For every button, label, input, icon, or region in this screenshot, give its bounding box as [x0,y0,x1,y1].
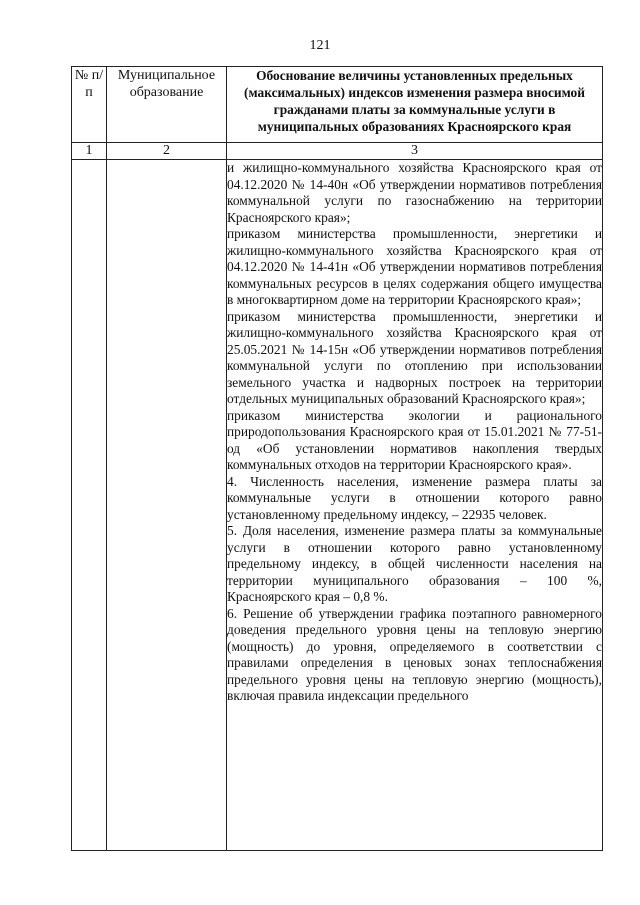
paragraph: 4. Численность населения, изменение размера платы за коммунальные услуги в отношении которого равно установленному предельному индексу, – 22935 человек. [227,473,602,522]
paragraph: приказом министерства промышленности, энергетики и жилищно-коммунального хозяйства Красноярского края от 25.05.2021 № 14-15н «Об утверждении нормативов потребления коммунальной услуги по отоплению при использовании земельного участка и надворных построек на территории отдельных муниципальных образований Красноярского края»; [227,308,602,406]
paragraph: и жилищно-коммунального хозяйства Красноярского края от 04.12.2020 № 14-40н «Об утверждении нормативов потребления коммунальной услуги по газоснабжению на территории Красноярского края»; [227,160,602,225]
header-justification: Обоснование величины установленных предельных (максимальных) индексов изменения размера вносимой гражданами платы за коммунальные услуги в муниципальных образованиях Красноярского края [227,67,603,143]
table-header-row [72,67,603,143]
justification-cell [227,160,603,851]
column-number: 1 [72,143,107,160]
justification-table [71,66,603,851]
column-number: 3 [227,143,603,160]
column-number: 2 [107,143,227,160]
page-number: 121 [309,38,331,53]
paragraph: приказом министерства промышленности, энергетики и жилищно-коммунального хозяйства Красноярского края от 04.12.2020 № 14-41н «Об утверждении нормативов потребления коммунальных ресурсов в целях содержания общего имущества в многоквартирном доме на территории Красноярского края»; [227,226,602,307]
number-cell [72,160,107,851]
header-municipality: Муниципальное образование [107,67,227,143]
column-number-row [72,143,603,160]
header-number: № п/п [72,67,107,143]
paragraph: 6. Решение об утверждении графика поэтапного равномерного доведения предельного уровня цены на тепловую энергию (мощность) до уровня, определяемого в соответствии с правилами определения в ценовых зонах теплоснабжения предельного уровня цены на тепловую энергию (мощность), включая правила индексации предельного [227,605,602,703]
table-row [72,160,603,851]
municipality-cell [107,160,227,851]
paragraph: приказом министерства экологии и рационального природопользования Красноярского края от 15.01.2021 № 77-51-од «Об установлении нормативов накопления твердых коммунальных отходов на территории Красноярского края». [227,407,602,472]
paragraph: 5. Доля населения, изменение размера платы за коммунальные услуги в отношении которого равно установленному предельному индексу, в общей численности населения на территории муниципального образования – 100 %, Красноярского края – 0,8 %. [227,523,602,604]
